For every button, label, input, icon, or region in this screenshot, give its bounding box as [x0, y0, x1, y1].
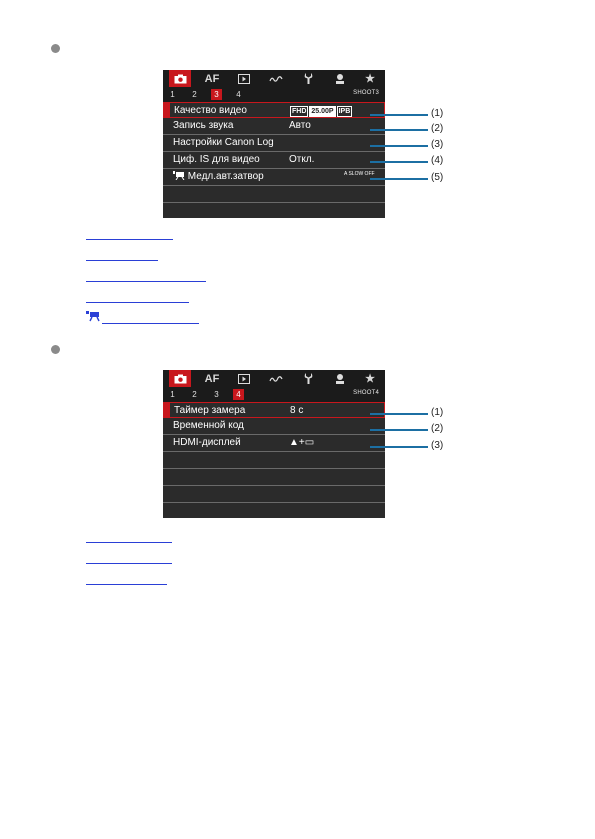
row-label: Временной код [173, 420, 244, 431]
row-label: Медл.авт.затвор [187, 171, 264, 182]
menu-row-empty [163, 486, 385, 503]
person-icon [335, 73, 345, 84]
menu-row-empty [163, 452, 385, 469]
menu-row-slow-shutter[interactable] [163, 169, 385, 186]
camera-menu-screen-shoot3 [163, 70, 385, 218]
menu-tabs [163, 370, 385, 387]
camera-menu-screen-shoot4 [163, 370, 385, 518]
tab-my-menu[interactable]: ★ [365, 373, 375, 385]
tab-af[interactable]: AF [204, 72, 220, 85]
row-label-wrap [173, 171, 264, 182]
subtab-row [163, 387, 385, 402]
menu-row-digital-is[interactable] [163, 152, 385, 169]
menu-tabs [163, 70, 385, 87]
link-5[interactable] [102, 311, 199, 324]
movie-quality-value [290, 105, 353, 117]
callout-label-1: (1) [431, 407, 444, 418]
person-icon [335, 373, 345, 384]
subtab-2[interactable]: 2 [192, 90, 197, 99]
callout-label-2: (2) [431, 123, 444, 134]
framerate-badge: 25.00P [311, 108, 334, 115]
row-label: Настройки Canon Log [173, 137, 274, 148]
menu-row-empty [163, 186, 385, 203]
bullet-1 [51, 44, 60, 53]
tab-my-menu[interactable]: ★ [365, 73, 375, 85]
subtab-4[interactable]: 4 [233, 389, 244, 400]
callout-label-4: (4) [431, 155, 444, 166]
slow-shutter-value: A SLOW OFF [344, 171, 375, 177]
menu-row-hdmi-display[interactable] [163, 435, 385, 452]
screen-title: SHOOT3 [353, 90, 379, 96]
play-icon [238, 74, 250, 84]
tab-setup[interactable] [297, 70, 319, 87]
callout-label-1: (1) [431, 108, 444, 119]
bullet-2 [51, 345, 60, 354]
subtab-2[interactable]: 2 [192, 390, 197, 399]
link-6[interactable] [86, 530, 172, 543]
subtab-1[interactable]: 1 [170, 390, 175, 399]
link-4[interactable] [86, 290, 189, 303]
wave-icon [269, 375, 283, 383]
callout-line-2 [370, 129, 428, 131]
row-label: Качество видео [174, 105, 247, 116]
menu-row-empty [163, 469, 385, 486]
wrench-icon [304, 373, 313, 384]
callout-line-5 [370, 178, 428, 180]
row-value: Авто [289, 120, 311, 131]
menu-row-movie-quality[interactable] [163, 102, 385, 118]
tab-setup[interactable] [297, 370, 319, 387]
compression-badge: IPB [338, 108, 351, 115]
movie-camera-icon [86, 310, 100, 322]
subtab-3[interactable]: 3 [211, 89, 222, 100]
menu-row-time-code[interactable] [163, 418, 385, 435]
row-value: Откл. [289, 154, 315, 165]
menu-row-canon-log[interactable] [163, 135, 385, 152]
link-1[interactable] [86, 227, 173, 240]
callout-line-1 [370, 114, 428, 116]
movie-camera-icon [173, 171, 185, 180]
resolution-badge: FHD [292, 108, 307, 115]
selection-marker [164, 403, 170, 417]
subtab-row [163, 87, 385, 102]
callout-line-3 [370, 145, 428, 147]
link-7[interactable] [86, 551, 172, 564]
row-label: Запись звука [173, 120, 234, 131]
menu-row-empty [163, 503, 385, 519]
tab-playback[interactable] [233, 70, 255, 87]
subtab-3[interactable]: 3 [214, 390, 219, 399]
tab-wireless[interactable] [265, 70, 287, 87]
screen-title: SHOOT4 [353, 390, 379, 396]
row-value: ▲+▭ [289, 437, 315, 448]
tab-custom[interactable] [329, 370, 351, 387]
row-label: Таймер замера [174, 405, 246, 416]
tab-shooting[interactable] [169, 70, 191, 87]
play-icon [238, 374, 250, 384]
callout-line-4 [370, 161, 428, 163]
wrench-icon [304, 73, 313, 84]
callout-line-2 [370, 429, 428, 431]
menu-row-metering-timer[interactable] [163, 402, 385, 418]
camera-icon [174, 74, 187, 84]
tab-af[interactable]: AF [204, 372, 220, 385]
row-label: HDMI-дисплей [173, 437, 241, 448]
callout-line-1 [370, 413, 428, 415]
menu-row-sound-recording[interactable] [163, 118, 385, 135]
callout-label-5: (5) [431, 172, 444, 183]
callout-label-3: (3) [431, 139, 444, 150]
link-2[interactable] [86, 248, 158, 261]
callout-line-3 [370, 446, 428, 448]
link-8[interactable] [86, 572, 167, 585]
tab-shooting[interactable] [169, 370, 191, 387]
row-label: Циф. IS для видео [173, 154, 260, 165]
tab-playback[interactable] [233, 370, 255, 387]
menu-row-empty [163, 203, 385, 219]
row-value: 8 с [290, 405, 304, 416]
wave-icon [269, 75, 283, 83]
link-3[interactable] [86, 269, 206, 282]
callout-label-3: (3) [431, 440, 444, 451]
subtab-4[interactable]: 4 [236, 90, 241, 99]
camera-icon [174, 374, 187, 384]
tab-wireless[interactable] [265, 370, 287, 387]
subtab-1[interactable]: 1 [170, 90, 175, 99]
selection-marker [164, 103, 170, 117]
callout-label-2: (2) [431, 423, 444, 434]
tab-custom[interactable] [329, 70, 351, 87]
